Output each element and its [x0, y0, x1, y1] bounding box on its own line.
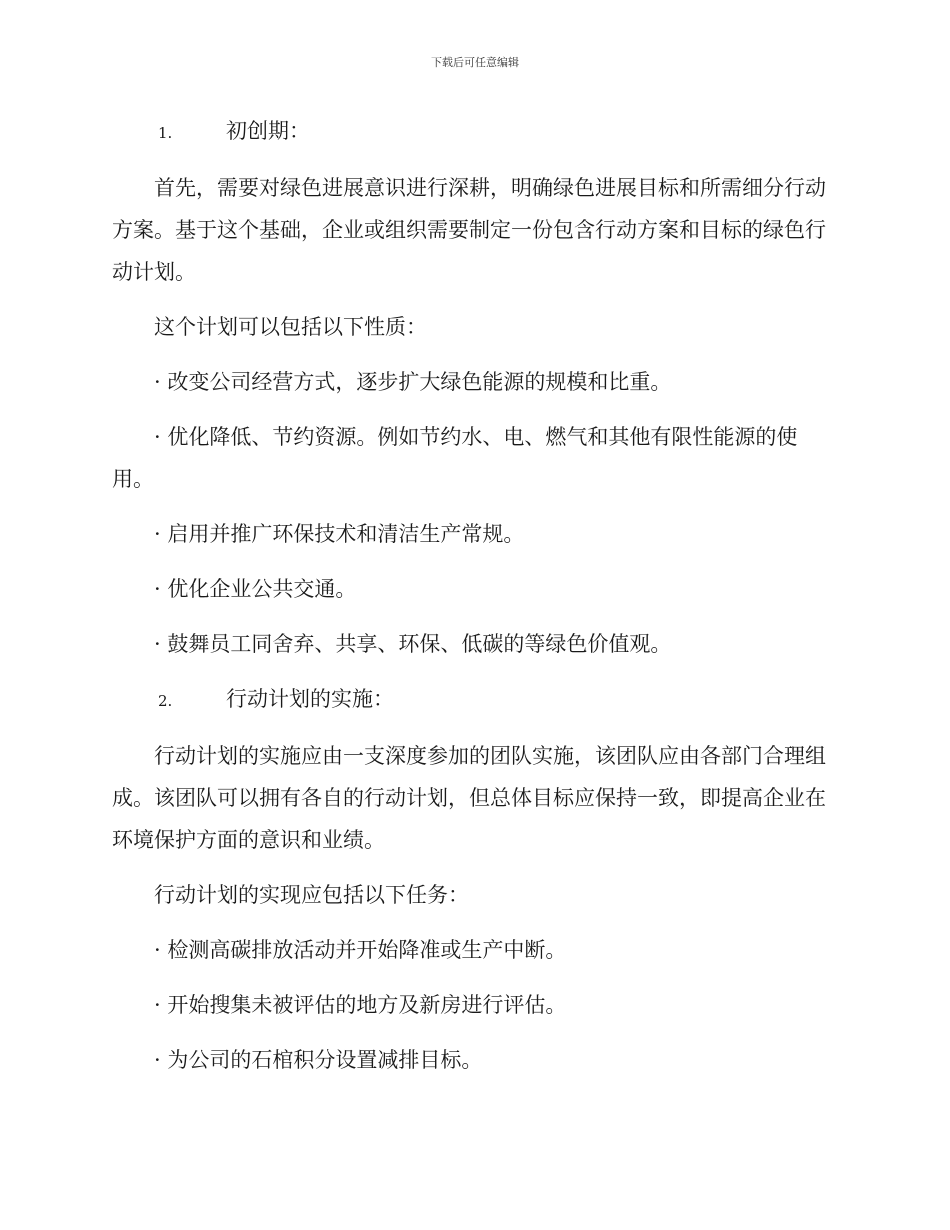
bullet-item: · 开始搜集未被评估的地方及新房进行评估。 — [154, 993, 567, 1017]
section-title: 行动计划的实施： — [226, 687, 394, 711]
paragraph: 这个计划可以包括以下性质： — [154, 315, 427, 339]
bullet-item: · 启用并推广环保技术和清洁生产常规。 — [154, 522, 525, 546]
section-number: 1. — [158, 124, 173, 142]
bullet-item: · 为公司的石棺积分设置减排目标。 — [154, 1048, 483, 1072]
bullet-item: · 优化企业公共交通。 — [154, 577, 357, 601]
document-body — [112, 110, 832, 1094]
section-number: 2. — [158, 692, 173, 710]
paragraph: 首先，需要对绿色进展意识进行深耕，明确绿色进展目标和所需细分行动方案。基于这个基础，企业或组织需要制定一份包含行动方案和目标的绿色行动计划。 — [112, 176, 826, 284]
page-header: 下载后可任意编辑 — [431, 56, 519, 69]
bullet-item: · 改变公司经营方式，逐步扩大绿色能源的规模和比重。 — [154, 370, 672, 394]
bullet-item: · 鼓舞员工同舍弃、共享、环保、低碳的等绿色价值观。 — [154, 632, 672, 656]
bullet-item: · 检测高碳排放活动并开始降准或生产中断。 — [154, 938, 567, 962]
section-heading-1 — [112, 110, 832, 154]
bullet-item: · 优化降低、节约资源。例如节约水、电、燃气和其他有限性能源的使用。 — [112, 425, 798, 491]
paragraph: 行动计划的实施应由一支深度参加的团队实施，该团队应由各部门合理组成。该团队可以拥有各自的行动计划，但总体目标应保持一致，即提高企业在环境保护方面的意识和业绩。 — [112, 744, 826, 852]
paragraph: 行动计划的实现应包括以下任务： — [154, 883, 469, 907]
section-title: 初创期： — [226, 119, 310, 143]
section-heading-2 — [112, 678, 832, 722]
